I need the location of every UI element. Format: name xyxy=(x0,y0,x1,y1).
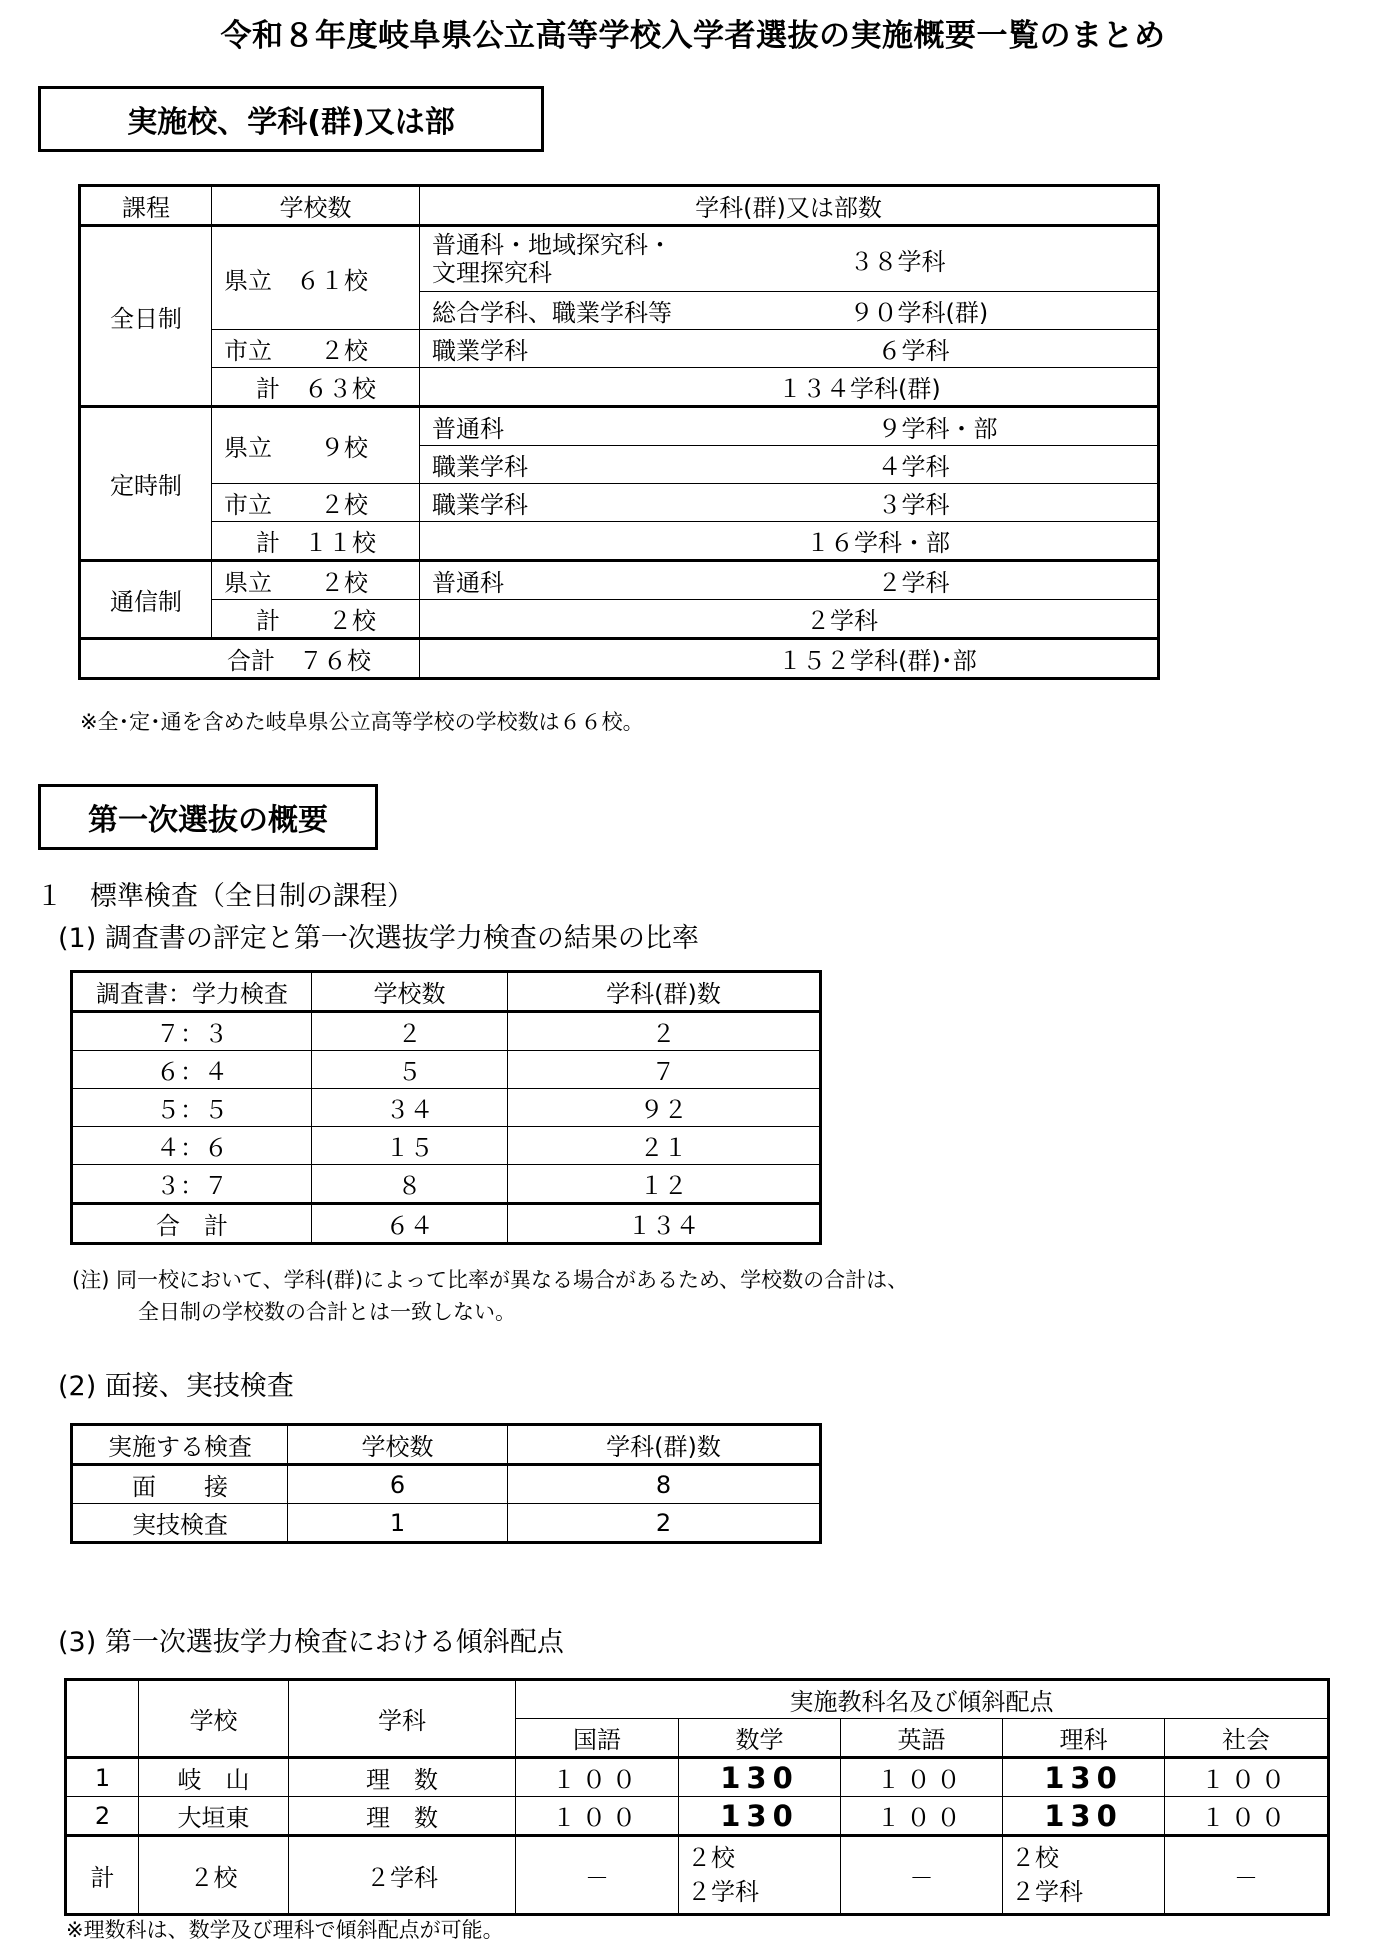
weighting-table xyxy=(64,1678,1330,1916)
ratio-depts-cell: １２ xyxy=(508,1165,821,1204)
course-teiji: 定時制 xyxy=(80,407,212,561)
zennichi-total-count: １３４学科(群) xyxy=(420,368,1159,407)
teiji-dept-3: 職業学科 xyxy=(420,484,760,522)
total-schools: ２校 xyxy=(139,1836,289,1915)
interview-table xyxy=(70,1423,822,1544)
ratio-total-label: 合 計 xyxy=(72,1204,312,1244)
teiji-shiritsu: 市立 ２校 xyxy=(212,484,420,522)
sub1-heading: (1) 調査書の評定と第一次選抜学力検査の結果の比率 xyxy=(58,923,699,954)
weighting-header-school: 学校 xyxy=(139,1680,289,1758)
zennichi-total-schools: 計 ６３校 xyxy=(212,368,420,407)
score-rika: 130 xyxy=(1003,1758,1165,1797)
interview-header-depts: 学科(群)数 xyxy=(508,1425,821,1465)
total-sugaku-depts: ２学科 xyxy=(687,1878,759,1906)
course-zennichi: 全日制 xyxy=(80,226,212,407)
schools-table xyxy=(78,184,1160,680)
ratio-depts-cell: ９２ xyxy=(508,1089,821,1127)
teiji-count-1: ９学科・部 xyxy=(760,407,1159,446)
score-kokugo: １００ xyxy=(516,1758,679,1797)
teiji-count-2: ４学科 xyxy=(760,446,1159,484)
zennichi-dept-1: 普通科・地域探究科・ 文理探究科 xyxy=(420,226,760,292)
total-shakai: － xyxy=(1165,1836,1329,1915)
ratio-header-schools: 学校数 xyxy=(312,972,508,1012)
zennichi-shiritsu: 市立 ２校 xyxy=(212,330,420,368)
row-number: 2 xyxy=(66,1797,139,1836)
section-box-first-selection xyxy=(38,784,378,850)
ratio-depts-cell: ２ xyxy=(508,1012,821,1051)
header-dept-count: 学科(群)又は部数 xyxy=(420,186,1159,226)
score-eigo: １００ xyxy=(841,1758,1003,1797)
subject-sugaku: 数学 xyxy=(679,1719,841,1758)
zennichi-count-2: ９０学科(群) xyxy=(760,292,1159,330)
zennichi-count-3: ６学科 xyxy=(760,330,1159,368)
ratio-cell: ５：５ xyxy=(72,1089,312,1127)
total-label: 計 xyxy=(66,1836,139,1915)
teiji-dept-1: 普通科 xyxy=(420,407,760,446)
row-number: 1 xyxy=(66,1758,139,1797)
subject-eigo: 英語 xyxy=(841,1719,1003,1758)
score-eigo: １００ xyxy=(841,1797,1003,1836)
ratio-cell: ３：７ xyxy=(72,1165,312,1204)
ratio-depts-cell: ７ xyxy=(508,1051,821,1089)
weighting-header-dept: 学科 xyxy=(289,1680,516,1758)
tsushin-dept-1: 普通科 xyxy=(420,561,760,600)
teiji-kenritsu: 県立 ９校 xyxy=(212,407,420,484)
sub2-heading: (2) 面接、実技検査 xyxy=(58,1371,294,1402)
zennichi-kenritsu: 県立 ６１校 xyxy=(212,226,420,330)
tsushin-total-count: ２学科 xyxy=(420,600,1159,639)
score-rika: 130 xyxy=(1003,1797,1165,1836)
interview-depts-cell: 8 xyxy=(508,1465,821,1504)
subject-kokugo: 国語 xyxy=(516,1719,679,1758)
teiji-total-schools: 計 １１校 xyxy=(212,522,420,561)
subject-shakai: 社会 xyxy=(1165,1719,1329,1758)
weighting-note: ※理数科は、数学及び理科で傾斜配点が可能。 xyxy=(66,1918,504,1942)
ratio-table xyxy=(70,970,822,1245)
score-sugaku: 130 xyxy=(679,1797,841,1836)
zennichi-dept-2: 総合学科、職業学科等 xyxy=(420,292,760,330)
zennichi-dept-3: 職業学科 xyxy=(420,330,760,368)
ratio-header-ratio: 調査書：学力検査 xyxy=(72,972,312,1012)
interview-schools-cell: 6 xyxy=(288,1465,508,1504)
ratio-cell: ４：６ xyxy=(72,1127,312,1165)
zennichi-count-1: ３８学科 xyxy=(760,226,1159,292)
ratio-depts-cell: ２１ xyxy=(508,1127,821,1165)
ratio-cell: ６：４ xyxy=(72,1051,312,1089)
ratio-header-depts: 学科(群)数 xyxy=(508,972,821,1012)
total-rika-depts: ２学科 xyxy=(1011,1878,1083,1906)
total-sugaku xyxy=(679,1836,841,1915)
item1-heading: １ 標準検査（全日制の課程） xyxy=(36,881,414,912)
row-school: 大垣東 xyxy=(139,1797,289,1836)
tsushin-total-schools: 計 ２校 xyxy=(212,600,420,639)
ratio-total-depts: １３４ xyxy=(508,1204,821,1244)
score-sugaku: 130 xyxy=(679,1758,841,1797)
interview-schools-cell: 1 xyxy=(288,1504,508,1543)
row-school: 岐 山 xyxy=(139,1758,289,1797)
total-eigo: － xyxy=(841,1836,1003,1915)
grand-total-count: １５２学科(群)･部 xyxy=(420,639,1159,679)
grand-total-schools: 合計 ７６校 xyxy=(80,639,420,679)
ratio-cell: ７：３ xyxy=(72,1012,312,1051)
total-sugaku-schools: ２校 xyxy=(687,1844,735,1872)
ratio-schools-cell: １５ xyxy=(312,1127,508,1165)
row-dept: 理 数 xyxy=(289,1797,516,1836)
header-course: 課程 xyxy=(80,186,212,226)
ratio-total-schools: ６４ xyxy=(312,1204,508,1244)
section-box-label: 第一次選抜の概要 xyxy=(88,803,328,838)
interview-exam-cell: 面 接 xyxy=(72,1465,288,1504)
ratio-note-line-2: 全日制の学校数の合計とは一致しない。 xyxy=(138,1300,516,1324)
teiji-dept-2: 職業学科 xyxy=(420,446,760,484)
ratio-schools-cell: ５ xyxy=(312,1051,508,1089)
score-shakai: １００ xyxy=(1165,1758,1329,1797)
document-title: 令和８年度岐阜県公立高等学校入学者選抜の実施概要一覧のまとめ xyxy=(220,18,1166,54)
subject-rika: 理科 xyxy=(1003,1719,1165,1758)
total-rika-schools: ２校 xyxy=(1011,1844,1059,1872)
score-kokugo: １００ xyxy=(516,1797,679,1836)
header-school-count: 学校数 xyxy=(212,186,420,226)
total-depts: ２学科 xyxy=(289,1836,516,1915)
total-rika xyxy=(1003,1836,1165,1915)
course-tsushin: 通信制 xyxy=(80,561,212,639)
section-box-schools xyxy=(38,86,544,152)
schools-note: ※全･定･通を含めた岐阜県公立高等学校の学校数は６６校。 xyxy=(80,710,644,734)
interview-exam-cell: 実技検査 xyxy=(72,1504,288,1543)
row-dept: 理 数 xyxy=(289,1758,516,1797)
tsushin-count-1: ２学科 xyxy=(760,561,1159,600)
total-kokugo: － xyxy=(516,1836,679,1915)
weighting-header-group: 実施教科名及び傾斜配点 xyxy=(516,1680,1329,1719)
interview-header-exam: 実施する検査 xyxy=(72,1425,288,1465)
ratio-schools-cell: ８ xyxy=(312,1165,508,1204)
ratio-schools-cell: ２ xyxy=(312,1012,508,1051)
tsushin-kenritsu: 県立 ２校 xyxy=(212,561,420,600)
ratio-schools-cell: ３４ xyxy=(312,1089,508,1127)
teiji-total-count: １６学科・部 xyxy=(420,522,1159,561)
interview-depts-cell: 2 xyxy=(508,1504,821,1543)
sub3-heading: (3) 第一次選抜学力検査における傾斜配点 xyxy=(58,1627,564,1658)
teiji-count-3: ３学科 xyxy=(760,484,1159,522)
interview-header-schools: 学校数 xyxy=(288,1425,508,1465)
section-box-label: 実施校、学科(群)又は部 xyxy=(127,105,455,140)
weighting-header-no xyxy=(66,1680,139,1758)
ratio-note-line-1: (注) 同一校において、学科(群)によって比率が異なる場合があるため、学校数の合計は、 xyxy=(72,1268,909,1292)
score-shakai: １００ xyxy=(1165,1797,1329,1836)
